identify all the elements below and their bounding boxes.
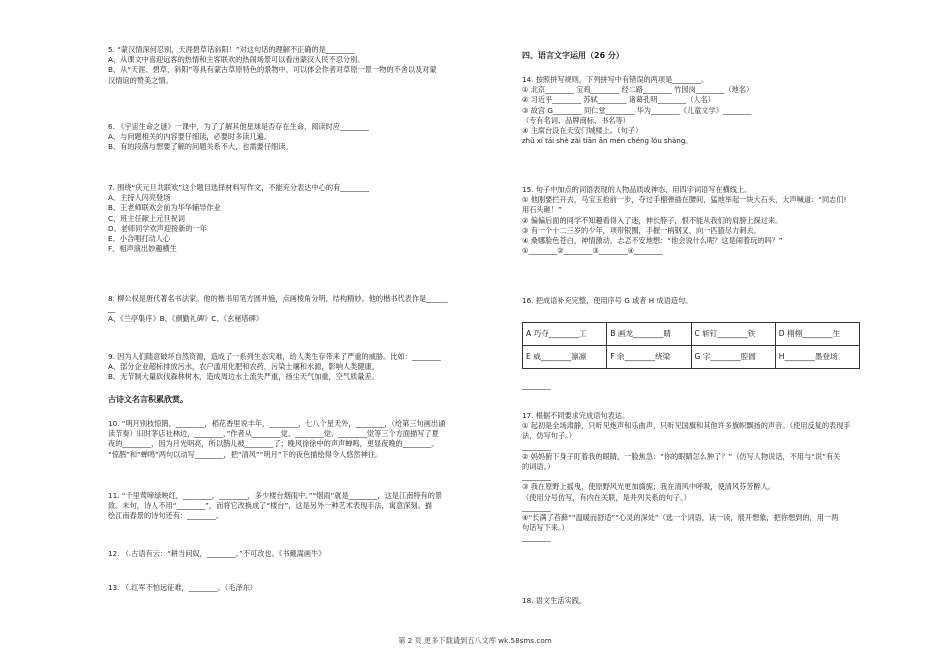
q14-item-1: ① 北京________ 宝鸡________ 经二路________ 竹园岗________（地名） [522, 85, 754, 95]
q9-option-b: B、无节制大量砍伐森林树木，造成周边水土流失严重，扬尘天气加重，空气质量差。 [108, 372, 379, 382]
q14-stem: 14. 按照拼写规则，下列拼写中有错误的两项是________。 [522, 75, 709, 84]
q7-option-e: E、小合唱打动人心 [108, 234, 171, 244]
q17-blank-1: ________ [522, 441, 551, 451]
question-17 [522, 411, 860, 544]
question-18: 18. 语文生活实践。 [522, 596, 587, 605]
question-7 [108, 183, 506, 254]
q8-options: A、《兰亭集序》B、《颜勤礼碑》C、《玄秘塔碑》 [108, 314, 264, 324]
q5-option-b: B、从“天涯、碧草、斜阳”等具有蒙古草原特色的景物中，可以体会作者对草原一景一物的不舍以及对蒙 [108, 65, 437, 75]
q15-item-2: ② 偏偏后面的同学不知趣看得入了迷，伸长脖子，恨不能从我们的肩膀上探过来。 [522, 215, 783, 225]
idiom-cell-e: E 威________凛凛 [523, 346, 607, 369]
question-5 [108, 45, 506, 86]
section-4-heading: 四、语言文字运用（26 分） [522, 51, 624, 60]
q15-item-4: ④ 桑娜脸色苍白，神情激动。忐忑不安地想：“他会说什么呢？这是闹着玩的吗？” [522, 236, 783, 246]
question-8 [108, 294, 506, 325]
q5-option-b-cont: 汉情谊的赞美之情。 [108, 75, 173, 85]
q15-answer-blanks: ①________②________③________④________ [522, 246, 663, 256]
idiom-table [522, 322, 860, 369]
q7-option-b: B、王老师联欢会前为华华辅导作业 [108, 203, 221, 213]
q6-option-b: B、有的段落与想要了解的问题关系不大，也需要仔细读。 [108, 142, 293, 152]
q11-line-3: 绘江南春景的诗句还有：________。 [108, 511, 224, 521]
q17-blank-3: ________ [522, 502, 551, 512]
q10-line-1: 10. “明月别枝惊鹊，________，稻花香里说丰年，________，七八个星天外，________，（给第三句画出诵 [108, 419, 446, 428]
q9-stem: 9. 因为人们随意破坏自然资源，造成了一系列生态灾难，给人类生存带来了严重的威胁。比如：________ [108, 352, 441, 361]
q14-item-2: ② 习近平________ 苏轼________ 诸葛孔明________（人名） [522, 95, 715, 105]
page-footer: 第 2 页 更多下载请到五八文库 wk.58sms.com [398, 636, 552, 645]
q17-item-3-cont: （使用分号仿写，有内在关联，是并列关系的句子。） [522, 492, 691, 502]
idiom-row [523, 346, 860, 369]
question-12: 12. （.古语有云：“耕当问奴，________。”不可改也。《书戴嵩画牛》 [108, 549, 326, 558]
q6-option-a: A、与问题相关的内容要仔细读，必要时多读几遍。 [108, 132, 272, 142]
q10-line-2: 读节奏）旧时茅店社林边，________，”作者从________觉、________觉、________觉等三个方面描写了夏 [108, 429, 439, 439]
q17-item-2: ② 妈妈俯下身子盯着我的眼睛，一脸焦急：“你的眼睛怎么肿了？”（仿写人物说话，不用与“说”有关 [522, 451, 841, 461]
q15-item-3: ③ 有一个十二三岁的少年，项带银圈，手握一柄钢叉，向一匹猹尽力刺去。 [522, 225, 761, 235]
q7-option-c: C、班主任献上元旦祝词 [108, 213, 185, 223]
q17-stem: 17. 根据不同要求完成语句表达。 [522, 411, 630, 420]
q16-answer-blank: ________ [522, 381, 551, 390]
q15-item-1-cont: 用石头砸！” [522, 205, 562, 215]
q6-stem: 6. 《宇宙生命之谜》一课中，为了了解其他星球是否存在生命，阅读时应________ [108, 122, 369, 131]
idiom-cell-c: C 斩钉________铁 [691, 323, 775, 346]
question-9 [108, 352, 506, 383]
question-15 [522, 185, 860, 256]
idiom-row [523, 323, 860, 346]
q5-option-a: A、从课文中喜迎远客的热情和主客联欢的热闹场景可以看出蒙汉人民不忍分别。 [108, 55, 365, 65]
q7-stem: 7. 围绕“庆元旦共联欢”这个题目选择材料写作文，不能充分表达中心的有________ [108, 183, 369, 192]
idiom-cell-h: H________墨登场 [775, 346, 859, 369]
idiom-cell-f: F 余________绕梁 [607, 346, 691, 369]
q11-line-2: 致。末句，诗人不用“________”，而将它改换成了“楼台”，这是另外一种艺术表现手法，寓意深刻。描 [108, 501, 432, 511]
q15-item-1: ① 他刚要拦开去，马宝玉抢前一步，夺过手榴弹插在腰间，猛地举起一块大石头，大声喊道：“同志们! [522, 195, 847, 205]
q15-stem: 15. 句子中加点的词语表现的人物品质或神态，用四字词语写在横线上。 [522, 185, 752, 194]
q17-item-4-cont: 句话写下来。） [522, 523, 569, 533]
q14-item-4: ④ 主席台设在天安门城楼上。（句子） [522, 126, 643, 136]
question-11 [108, 491, 506, 522]
section-3-heading: 古诗文名言积累欣赏。 [108, 395, 188, 404]
q17-item-1: ① 起初是全场肃静，只听见炮声和乐曲声，只听见国旗和其他许多旗帜飘扬的声音。（使用反复的表现手 [522, 421, 851, 431]
q8-stem: 8. 柳公权是唐代著名书法家。他的楷书用笔方圆并施，点画棱角分明，结构精妙。他的楷书代表作是______ [108, 294, 448, 303]
q7-option-a: A、主持人闪亮登场 [108, 193, 171, 203]
q9-option-a: A、部分企业超标排放污水，农户滥用化肥和农药，污染土壤和水源，影响人类健康。 [108, 362, 379, 372]
q7-option-f: F、相声演出妙趣横生 [108, 244, 177, 254]
q17-item-4: ④“长满了苔藓”“温暖而舒适”“心灵的深处”（选一个词语，读一读，展开想象，把你想到的，用一两 [522, 513, 839, 523]
q17-item-2-cont: 的词语。） [522, 462, 555, 472]
q17-item-3: ③ 我在原野上摇曳，使原野风光更加旖旎；我在清风中呼吸，使清风芬芳醉人。 [522, 482, 776, 492]
q10-line-4: “惊鹊”和“蝉鸣”两句以动写________，把“清风”“明月”下的夜色描绘得令人悠然神往。 [108, 449, 383, 459]
idiom-cell-d: D 栩栩________生 [775, 323, 859, 346]
q8-stem-cont: __ [108, 304, 116, 314]
q17-blank-4: ________ [522, 533, 551, 543]
q5-stem: 5. “蒙汉情深何忍别，天涯碧草话斜阳！”对这句话的理解不正确的是________ [108, 45, 355, 54]
idiom-cell-a: A 巧夺________工 [523, 323, 607, 346]
q7-option-d: D、老师同学欢声迎接新的一年 [108, 223, 207, 233]
q14-item-3: ③ 故宫 G________ 同仁堂________ 华为________《儿童文学》________ [522, 105, 752, 115]
question-13: 13. （.红军不怕远征难，________。（毛泽东） [108, 583, 257, 592]
q14-item-3-note: （专有名词、品牌商标、书名等） [522, 115, 630, 125]
q17-item-1-cont: 法，仿写句子。） [522, 431, 576, 441]
q17-blank-2: ________ [522, 472, 551, 482]
question-6 [108, 122, 506, 153]
question-10 [108, 419, 506, 460]
q14-pinyin: zhǔ xí tái shè zài tiān ān mén chéng lóu shàng。 [522, 137, 693, 146]
question-16: 16. 把成语补充完整，使用序号 G 或者 H 成语造句。 [522, 296, 693, 305]
idiom-cell-b: B 画龙________睛 [607, 323, 691, 346]
q10-line-3: 夜的________，因为月光明亮，所以鹊儿被________了；晚风徐徐中的声声蝉鸣，更显夜晚的________。 [108, 439, 439, 449]
question-14 [522, 75, 860, 146]
idiom-cell-g: G 字________腔圆 [691, 346, 775, 369]
q11-line-1: 11. “千里莺啼绿映红，________，________，多少楼台烟雨中。”“烟雨”就是________，这是江南特有的景 [108, 491, 443, 500]
